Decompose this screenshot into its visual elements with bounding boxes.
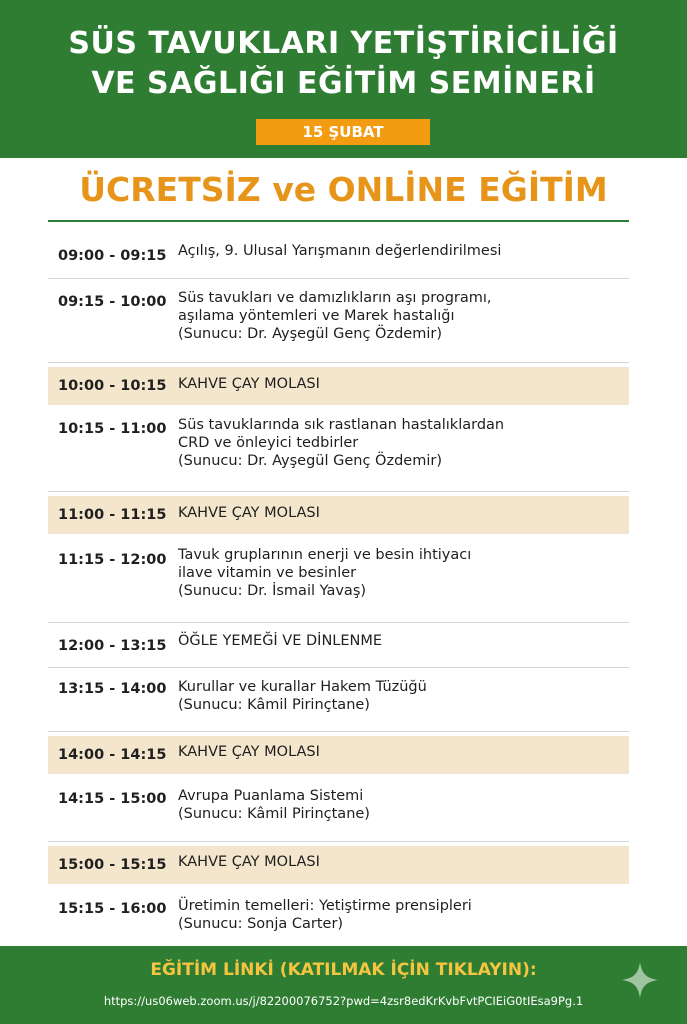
subtitle-divider: [48, 220, 629, 222]
schedule-row: [48, 668, 629, 732]
session-description: [178, 787, 618, 823]
session-line: (Sunucu: Dr. Ayşegül Genç Özdemir): [178, 453, 442, 469]
session-time: 09:00 - 09:15: [58, 248, 167, 264]
session-description: [178, 678, 618, 714]
session-time: 14:15 - 15:00: [58, 791, 167, 807]
subtitle: ÜCRETSİZ ve ONLİNE EĞİTİM: [79, 170, 608, 209]
session-time: 09:15 - 10:00: [58, 294, 167, 310]
page-title-line-1: SÜS TAVUKLARI YETİŞTİRİCİLİĞİ: [68, 26, 619, 61]
header-banner: [0, 0, 687, 158]
session-description: [178, 416, 618, 470]
session-line: Avrupa Puanlama Sistemi: [178, 788, 364, 804]
session-description: [178, 289, 618, 343]
session-line: (Sunucu: Dr. Ayşegül Genç Özdemir): [178, 326, 442, 342]
training-link-heading: EĞİTİM LİNKİ (KATILMAK İÇİN TIKLAYIN):: [150, 960, 537, 980]
session-line: Süs tavukları ve damızlıkların aşı programı,: [178, 290, 492, 306]
session-time: 11:15 - 12:00: [58, 552, 167, 568]
session-time: 13:15 - 14:00: [58, 681, 167, 697]
session-time: 14:00 - 14:15: [58, 747, 167, 763]
schedule-row: [48, 279, 629, 363]
session-description: [178, 504, 618, 522]
session-time: 15:15 - 16:00: [58, 901, 167, 917]
session-line: KAHVE ÇAY MOLASI: [178, 744, 320, 760]
page-title-line-2: VE SAĞLIĞI EĞİTİM SEMİNERİ: [91, 66, 596, 101]
session-description: [178, 242, 618, 260]
session-line: Üretimin temelleri: Yetiştirme prensipleri: [178, 898, 472, 914]
session-description: [178, 743, 618, 761]
break-row: [48, 736, 629, 774]
session-line: (Sunucu: Dr. İsmail Yavaş): [178, 583, 367, 599]
session-time: 12:00 - 13:15: [58, 638, 167, 654]
session-time: 10:00 - 10:15: [58, 378, 167, 394]
session-description: [178, 546, 618, 600]
session-line: ilave vitamin ve besinler: [178, 565, 357, 581]
session-line: KAHVE ÇAY MOLASI: [178, 854, 320, 870]
session-line: KAHVE ÇAY MOLASI: [178, 376, 320, 392]
date-badge: 15 ŞUBAT: [256, 119, 430, 145]
session-description: [178, 375, 618, 393]
schedule-row: [48, 623, 629, 668]
session-line: KAHVE ÇAY MOLASI: [178, 505, 320, 521]
session-description: [178, 632, 618, 650]
footer-banner: [0, 946, 687, 1024]
schedule-row: [48, 534, 629, 623]
session-description: [178, 853, 618, 871]
session-line: Kurullar ve kurallar Hakem Tüzüğü: [178, 679, 427, 695]
session-line: CRD ve önleyici tedbirler: [178, 435, 359, 451]
session-line: Açılış, 9. Ulusal Yarışmanın değerlendirilmesi: [178, 243, 502, 259]
session-time: 10:15 - 11:00: [58, 421, 167, 437]
schedule-row: [48, 884, 629, 942]
break-row: [48, 367, 629, 405]
session-description: [178, 897, 618, 933]
session-line: (Sunucu: Sonja Carter): [178, 916, 344, 932]
session-line: ÖĞLE YEMEĞİ VE DİNLENME: [178, 633, 383, 649]
break-row: [48, 846, 629, 884]
session-line: Süs tavuklarında sık rastlanan hastalıklardan: [178, 417, 505, 433]
zoom-link[interactable]: https://us06web.zoom.us/j/82200076752?pwd=4zsr8edKrKvbFvtPCIEiG0tIEsa9Pg.1: [103, 994, 584, 1008]
session-line: aşılama yöntemleri ve Marek hastalığı: [178, 308, 455, 324]
schedule-row: [48, 230, 629, 279]
break-row: [48, 496, 629, 534]
schedule-row: [48, 774, 629, 842]
session-time: 11:00 - 11:15: [58, 507, 167, 523]
schedule-row: [48, 405, 629, 492]
session-line: (Sunucu: Kâmil Pirinçtane): [178, 806, 370, 822]
sparkle-icon: [620, 960, 660, 1000]
session-line: Tavuk gruplarının enerji ve besin ihtiyacı: [178, 547, 472, 563]
session-line: (Sunucu: Kâmil Pirinçtane): [178, 697, 370, 713]
session-time: 15:00 - 15:15: [58, 857, 167, 873]
